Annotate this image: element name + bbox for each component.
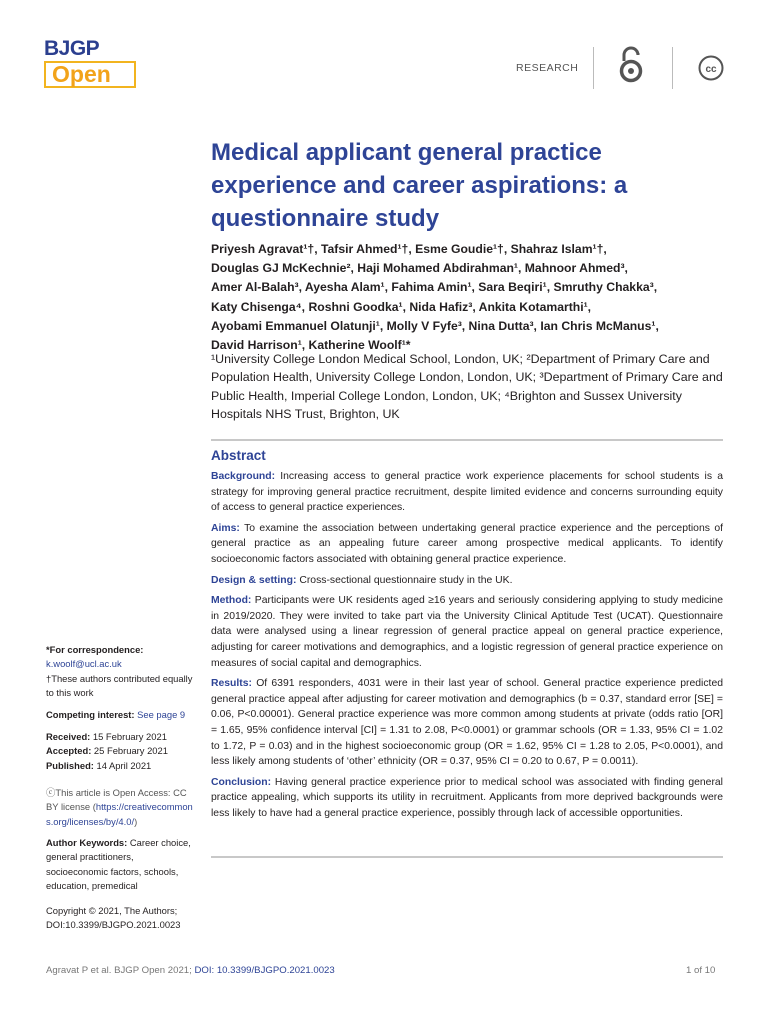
section-label: RESEARCH — [516, 62, 579, 74]
article-title: Medical applicant general practice experience and career aspirations: a questionnaire study — [211, 139, 628, 232]
page-number: 1 of 10 — [686, 965, 716, 976]
divider — [211, 439, 723, 441]
results-text: Of 6391 responders, 4031 were in their last year of school. General practice experience predicted general practice appeal after adjusting for career motivation and demographics (b = 0.37, standard error [SE] = 0.06, P<0.00001). General practice experience was more common among students at private (odds ratio [OR] = 1.65, 95% confidence interval [CI] = 1.31 to 2.08, P<0.0001) or grammar schools (OR = 1.33, 95% CI = 1.02 to 1.72, P = 0.03) and in the highest socioeconomic group (OR = 1.62, 95% CI = 1.28 to 2.05, P<0.0001), and less likely among students of ‘other’ ethnicity (OR = 0.37, 95% CI = 0.20 to 0.67, P = 0.0011). — [211, 678, 723, 768]
competing-interest — [46, 708, 198, 722]
background-label: Background: — [211, 471, 276, 482]
design-text: Cross-sectional questionnaire study in the UK. — [296, 574, 513, 586]
abstract-body — [211, 469, 723, 826]
author-line: Douglas GJ McKechnie², Haji Mohamed Abdirahman¹, Mahnoor Ahmed³, — [211, 261, 628, 276]
author-keywords — [46, 836, 198, 894]
dates — [46, 730, 198, 773]
header-divider — [672, 47, 673, 89]
abstract-heading: Abstract — [211, 448, 266, 463]
abstract-design — [211, 573, 723, 589]
creative-commons-icon — [698, 55, 724, 81]
published-label: Published: — [46, 759, 94, 771]
abstract-conclusion — [211, 775, 723, 822]
open-access-lock-icon — [617, 45, 645, 83]
license-prefix: ⓒThis article is Open Access: CC BY license ( — [46, 787, 187, 813]
abstract-background — [211, 469, 723, 516]
copyright: Copyright © 2021, The Authors; — [46, 905, 178, 916]
conclusion-label: Conclusion: — [211, 776, 272, 788]
author-list — [211, 240, 711, 355]
correspondence-label: *For correspondence: — [46, 644, 144, 655]
footer-citation-text: Agravat P et al. BJGP Open 2021; — [46, 965, 195, 976]
correspondence-email-link[interactable]: k.woolf@ucl.ac.uk — [46, 658, 122, 670]
sidebar-doi: DOI:10.3399/BJGPO.2021.0023 — [46, 919, 181, 931]
header-divider — [593, 47, 594, 89]
published-date — [46, 759, 198, 773]
aims-label: Aims: — [211, 522, 240, 534]
accepted-date — [46, 744, 198, 758]
keywords-label: Author Keywords: — [46, 837, 128, 848]
footer-citation — [46, 965, 335, 976]
copyright-block — [46, 904, 198, 933]
svg-text:cc: cc — [705, 64, 717, 75]
abstract-method — [211, 593, 723, 671]
received-value: 15 February 2021 — [90, 731, 167, 742]
affiliations: ¹University College London Medical School, London, UK; ²Department of Primary Care and Population Health, University College London, London, UK; ³Department of Primary Care and Public Health, Imperial College London, London, UK; ⁴Brighton and Sussex University Hospitals NHS Trust, Brighton, UK — [211, 352, 723, 421]
journal-logo — [44, 38, 144, 90]
author-line: Amer Al-Balah³, Ayesha Alam¹, Fahima Amin¹, Sara Beqiri¹, Smruthy Chakka³, — [211, 280, 658, 295]
license-note — [46, 786, 198, 829]
license-link[interactable]: https://creativecommons.org/licenses/by/4.0/ — [46, 801, 193, 827]
background-text: Increasing access to general practice work experience placements for school students is a strategy for improving general practice recruitment, despite limited evidence and concerns surrounding equity of access to general practice experiences. — [211, 471, 723, 514]
method-text: Participants were UK residents aged ≥16 years and seriously considering applying to study medicine in 2019/2020. They were invited to take part via the University Clinical Aptitude Test (UCAT). Questionnaire data were analysed using a linear regression of general practice appeal on general practice experience, adjusting for career motivations and demographics, and a logistic regression of general practice experience on measures of social capital and demographics. — [211, 595, 723, 669]
received-label: Received: — [46, 731, 91, 742]
equal-contribution-note: †These authors contributed equally to this work — [46, 673, 193, 699]
received-date — [46, 730, 198, 744]
method-label: Method: — [211, 595, 252, 607]
abstract-results — [211, 676, 723, 770]
author-line: Priyesh Agravat¹†, Tafsir Ahmed¹†, Esme Goudie¹†, Shahraz Islam¹†, — [211, 242, 607, 256]
results-label: Results: — [211, 678, 252, 690]
competing-label: Competing interest: — [46, 709, 135, 720]
conclusion-text: Having general practice experience prior to medical school was associated with finding general practice appealing, which supports its utility in recruitment. Applicants from more deprived backgrounds were less likely to have had a general practice experience, possibly through lack of accessible opportunities. — [211, 776, 723, 819]
author-line: David Harrison¹, Katherine Woolf¹* — [211, 338, 411, 353]
accepted-label: Accepted: — [46, 745, 92, 757]
aims-text: To examine the association between undertaking general practice experience and the perceptions of general practice as an appealing future career among prospective medical applicants. To identify socioeconomic factors associated with obtaining general practice experience. — [211, 522, 723, 565]
correspondence-note — [46, 643, 198, 672]
footer-doi-link[interactable]: DOI: 10.3399/BJGPO.2021.0023 — [194, 965, 335, 976]
competing-interest-link[interactable]: See page 9 — [134, 709, 186, 720]
design-label: Design & setting: — [211, 574, 297, 586]
license-suffix: ) — [134, 815, 138, 827]
author-line: Katy Chisenga⁴, Roshni Goodka¹, Nida Hafiz³, Ankita Kotamarthi¹, — [211, 299, 592, 314]
keywords-text: Career choice, general practitioners, socioeconomic factors, schools, education, premedical — [46, 837, 191, 892]
author-line: Ayobami Emmanuel Olatunji¹, Molly V Fyfe³, Nina Dutta³, Ian Chris McManus¹, — [211, 318, 659, 333]
published-value: 14 April 2021 — [93, 759, 152, 771]
logo-bottom-text: Open — [44, 61, 136, 88]
divider — [211, 856, 723, 858]
abstract-aims — [211, 521, 723, 568]
logo-top-text: BJGP — [44, 37, 100, 60]
accepted-value: 25 February 2021 — [91, 745, 168, 757]
